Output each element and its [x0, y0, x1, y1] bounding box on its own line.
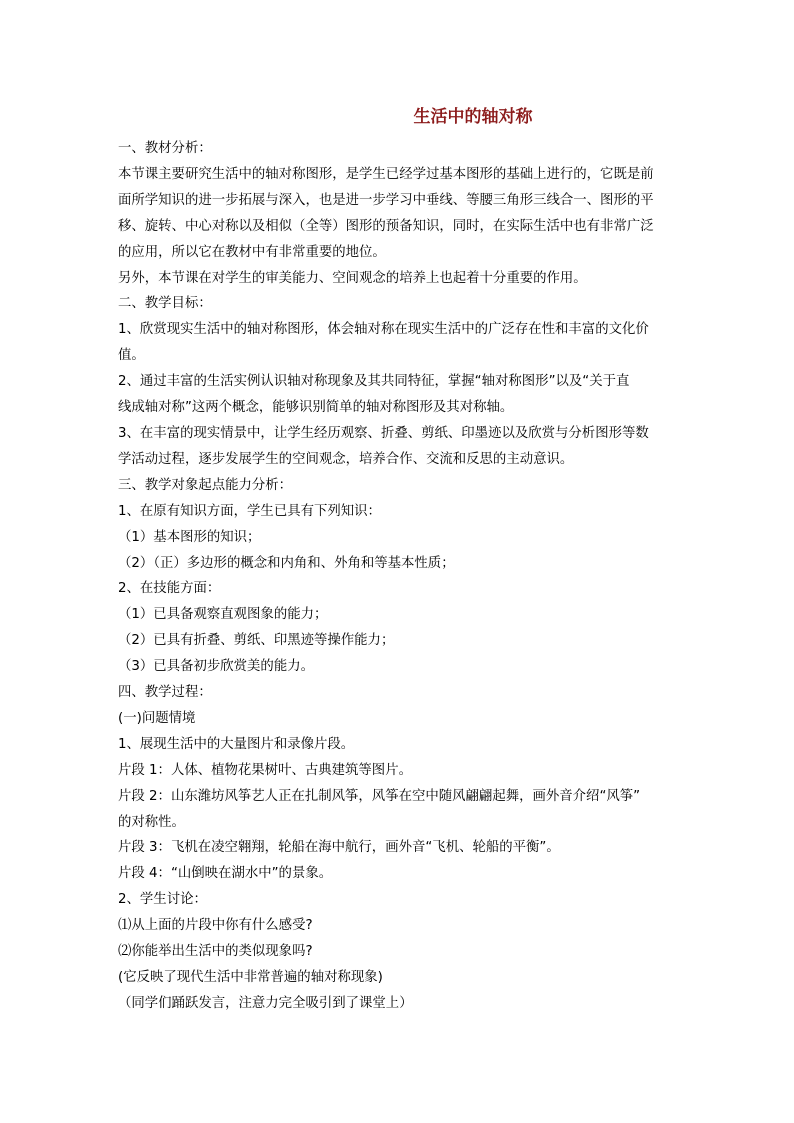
text-line: 片段 4：“山倒映在湖水中”的景象。: [118, 866, 333, 882]
text-line: 值。: [118, 348, 145, 364]
text-line: 1、欣赏现实生活中的轴对称图形，体会轴对称在现实生活中的广泛存在性和丰富的文化价: [118, 322, 649, 338]
text-line: 的对称性。: [118, 814, 185, 830]
text-line: 三、教学对象起点能力分析：: [118, 477, 293, 493]
text-line: ⑴从上面的片段中你有什么感受?: [118, 918, 313, 934]
document-body: [118, 136, 688, 1017]
text-line: (一)问题情境: [118, 710, 196, 726]
document-title: 生活中的轴对称: [413, 107, 533, 127]
text-line: 面所学知识的进一步拓展与深入，也是进一步学习中垂线、等腰三角形三线合一、图形的平: [118, 192, 654, 208]
text-line: 1、展现生活中的大量图片和录像片段。: [118, 736, 355, 752]
text-line: 片段 2：山东潍坊风筝艺人正在扎制风筝，风筝在空中随风翩翩起舞，画外音介绍“风筝”: [118, 788, 641, 804]
text-line: 3、在丰富的现实情景中，让学生经历观察、折叠、剪纸、印墨迹以及欣赏与分析图形等数: [118, 425, 649, 441]
text-line: （3）已具备初步欣赏美的能力。: [118, 659, 314, 675]
text-line: （2）（正）多边形的概念和内角和、外角和等基本性质；: [118, 555, 455, 571]
text-line: 2、学生讨论：: [118, 892, 207, 908]
text-line: 片段 1：人体、植物花果树叶、古典建筑等图片。: [118, 762, 412, 778]
text-line: 一、教材分析：: [118, 141, 212, 156]
text-line: (它反映了现代生活中非常普遍的轴对称现象): [118, 970, 383, 985]
text-line: 片段 3：飞机在凌空翱翔，轮船在海中航行，画外音“飞机、轮船的平衡”。: [118, 840, 560, 856]
text-line: 另外，本节课在对学生的审美能力、空间观念的培养上也起着十分重要的作用。: [118, 270, 587, 286]
text-line: 的应用，所以它在教材中有非常重要的地位。: [118, 244, 386, 260]
text-line: （同学们踊跃发言，注意力完全吸引到了课堂上）: [118, 995, 413, 1011]
text-line: 学活动过程，逐步发展学生的空间观念，培养合作、交流和反思的主动意识。: [118, 451, 574, 467]
text-line: （2）已具有折叠、剪纸、印黑迹等操作能力；: [118, 633, 395, 649]
text-line: 移、旋转、中心对称以及相似（全等）图形的预备知识，同时，在实际生活中也有非常广泛: [118, 218, 654, 234]
text-line: 2、在技能方面：: [118, 581, 221, 597]
document-page: [118, 104, 688, 1017]
text-line: 线成轴对称”这两个概念，能够识别简单的轴对称图形及其对称轴。: [118, 400, 514, 416]
text-line: （1）基本图形的知识；: [118, 529, 261, 545]
text-line: （1）已具备观察直观图象的能力；: [118, 607, 328, 623]
text-line: 二、教学目标：: [118, 296, 212, 312]
text-line: 四、教学过程：: [118, 685, 212, 701]
text-line: 1、在原有知识方面，学生已具有下列知识：: [118, 503, 381, 519]
text-line: ⑵你能举出生活中的类似现象吗?: [118, 944, 313, 960]
text-line: 本节课主要研究生活中的轴对称图形，是学生已经学过基本图形的基础上进行的，它既是前: [118, 166, 654, 182]
text-line: 2、通过丰富的生活实例认识轴对称现象及其共同特征，掌握“轴对称图形”以及“关于直: [118, 374, 630, 390]
